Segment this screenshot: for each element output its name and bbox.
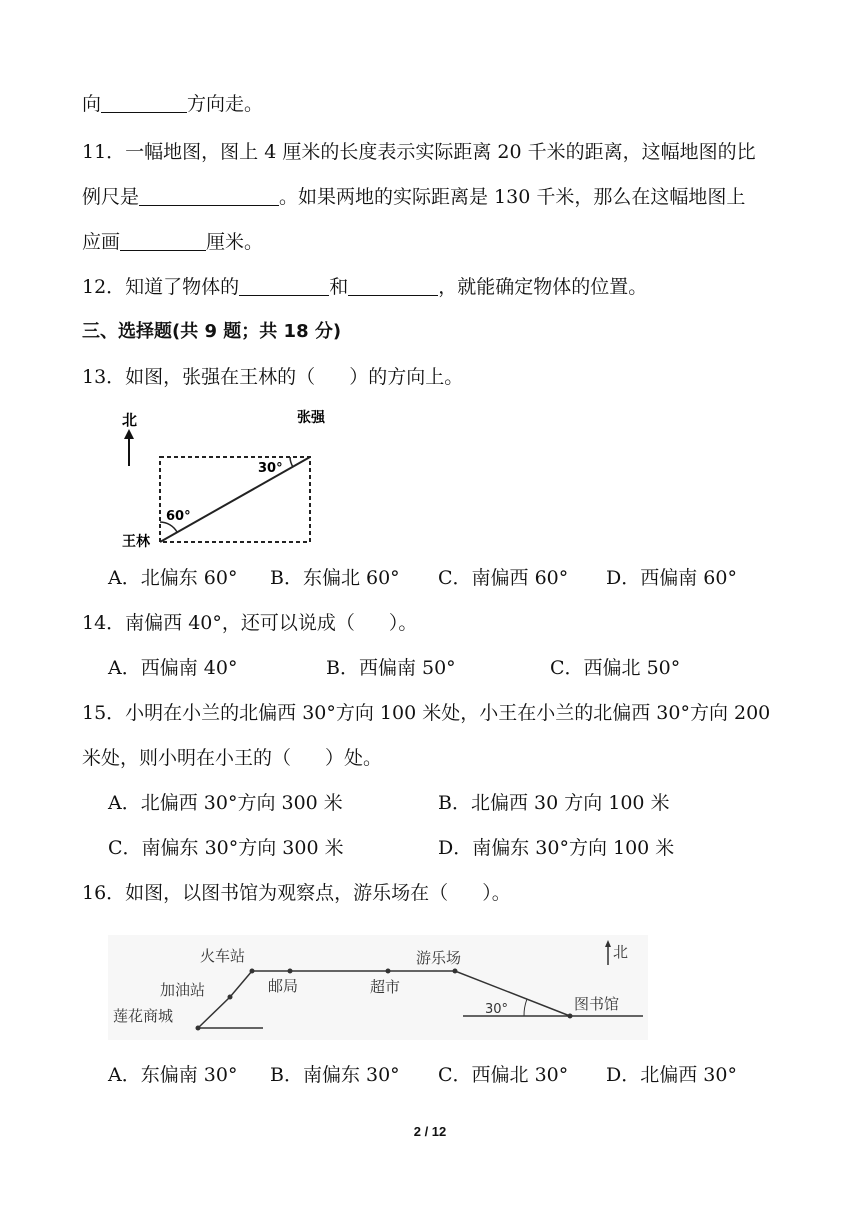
q13-option-c[interactable]: C．南偏西 60° [438,567,569,589]
q15-line1: 15．小明在小兰的北偏西 30°方向 100 米处，小王在小兰的北偏西 30°方向 200 [82,702,771,724]
q16-angle-label: 30° [485,1002,509,1017]
q16-option-c[interactable]: C．西偏北 30° [438,1064,569,1086]
q11-blank-cm[interactable] [120,232,206,251]
q13-label-wanglin: 王林 [122,534,150,550]
q10-blank[interactable] [101,94,187,113]
q13-stem [82,365,463,389]
q13-pre: 13．如图，张强在王林的（ [82,366,316,388]
q12-blank-2[interactable] [348,277,438,296]
q16-dot-gas [228,995,233,1000]
section-heading: 三、选择题(共 9 题；共 18 分) [82,321,342,342]
q13-angle-30: 30° [258,461,283,476]
q13-connecting-line [160,457,310,542]
q11-line3-post: 厘米。 [206,231,264,253]
q12-post: ，就能确定物体的位置。 [438,276,648,298]
q11-line2-post: 。如果两地的实际距离是 130 千米，那么在这幅地图上 [279,186,746,208]
q14-option-c[interactable]: C．西偏北 50° [550,657,681,679]
q16-label-market: 超市 [370,978,401,996]
q13-angle-60: 60° [166,509,191,524]
q12-line [82,275,647,299]
q16-label-mall: 莲花商城 [113,1007,174,1025]
q16-dot-park [453,969,458,974]
q13-angle-arc-a [290,457,293,467]
q13-post: ）的方向上。 [349,366,464,388]
q15-option-a[interactable]: A．北偏西 30°方向 300 米 [108,792,343,814]
q15-option-b[interactable]: B．北偏西 30 方向 100 米 [438,792,670,814]
q16-option-d[interactable]: D．北偏西 30° [606,1064,737,1086]
q12-pre: 12．知道了物体的 [82,276,240,298]
q15-line2 [82,746,382,770]
q14-post: ）。 [388,612,418,634]
q16-dot-market [386,969,391,974]
q13-option-a[interactable]: A．北偏东 60° [108,567,238,589]
q16-option-b[interactable]: B．南偏东 30° [270,1064,400,1086]
q10-post: 方向走。 [187,93,264,115]
q14-option-b[interactable]: B．西偏南 50° [326,657,456,679]
q11-blank-scale[interactable] [139,187,279,206]
q12-blank-1[interactable] [239,277,329,296]
q16-label-library: 图书馆 [574,995,620,1013]
q16-stem [82,881,511,905]
q16-north-label: 北 [613,943,629,961]
q13-figure [110,402,340,552]
q14-pre: 14．南偏西 40°，还可以说成（ [82,612,355,634]
q11-line2-pre: 例尺是 [82,186,140,208]
q12-mid: 和 [329,276,349,298]
q15-post: ）处。 [325,747,383,769]
q13-north-arrowhead [124,429,134,439]
q15-pre: 米处，则小明在小王的（ [82,747,292,769]
q14-option-a[interactable]: A．西偏南 40° [108,657,238,679]
q10-pre: 向 [82,93,102,115]
q11-line3 [82,230,263,254]
q16-dot-post [288,969,293,974]
q16-label-gas: 加油站 [160,981,206,999]
q14-stem [82,611,417,635]
q16-label-station: 火车站 [200,947,246,965]
q13-label-zhangqiang: 张强 [297,410,325,426]
q16-dot-mall [196,1026,201,1031]
q16-label-park: 游乐场 [416,949,462,967]
q13-option-d[interactable]: D．西偏南 60° [606,567,737,589]
q16-pre: 16．如图，以图书馆为观察点，游乐场在（ [82,882,449,904]
page-number: 2 / 12 [413,1124,447,1139]
q11-line1: 11．一幅地图，图上 4 厘米的长度表示实际距离 20 千米的距离，这幅地图的比 [82,141,756,163]
q15-option-c[interactable]: C．南偏东 30°方向 300 米 [108,837,344,859]
q13-north-label: 北 [122,411,138,429]
q15-option-d[interactable]: D．南偏东 30°方向 100 米 [438,837,675,859]
q16-post: ）。 [482,882,511,904]
q16-dot-library [568,1014,573,1019]
q16-dot-station [250,969,255,974]
q10-line [82,92,263,116]
q11-line2 [82,185,745,209]
q16-label-post: 邮局 [268,977,299,995]
q16-map [108,935,648,1040]
q13-option-b[interactable]: B．东偏北 60° [270,567,400,589]
q11-line3-pre: 应画 [82,231,121,253]
q16-option-a[interactable]: A．东偏南 30° [108,1064,238,1086]
